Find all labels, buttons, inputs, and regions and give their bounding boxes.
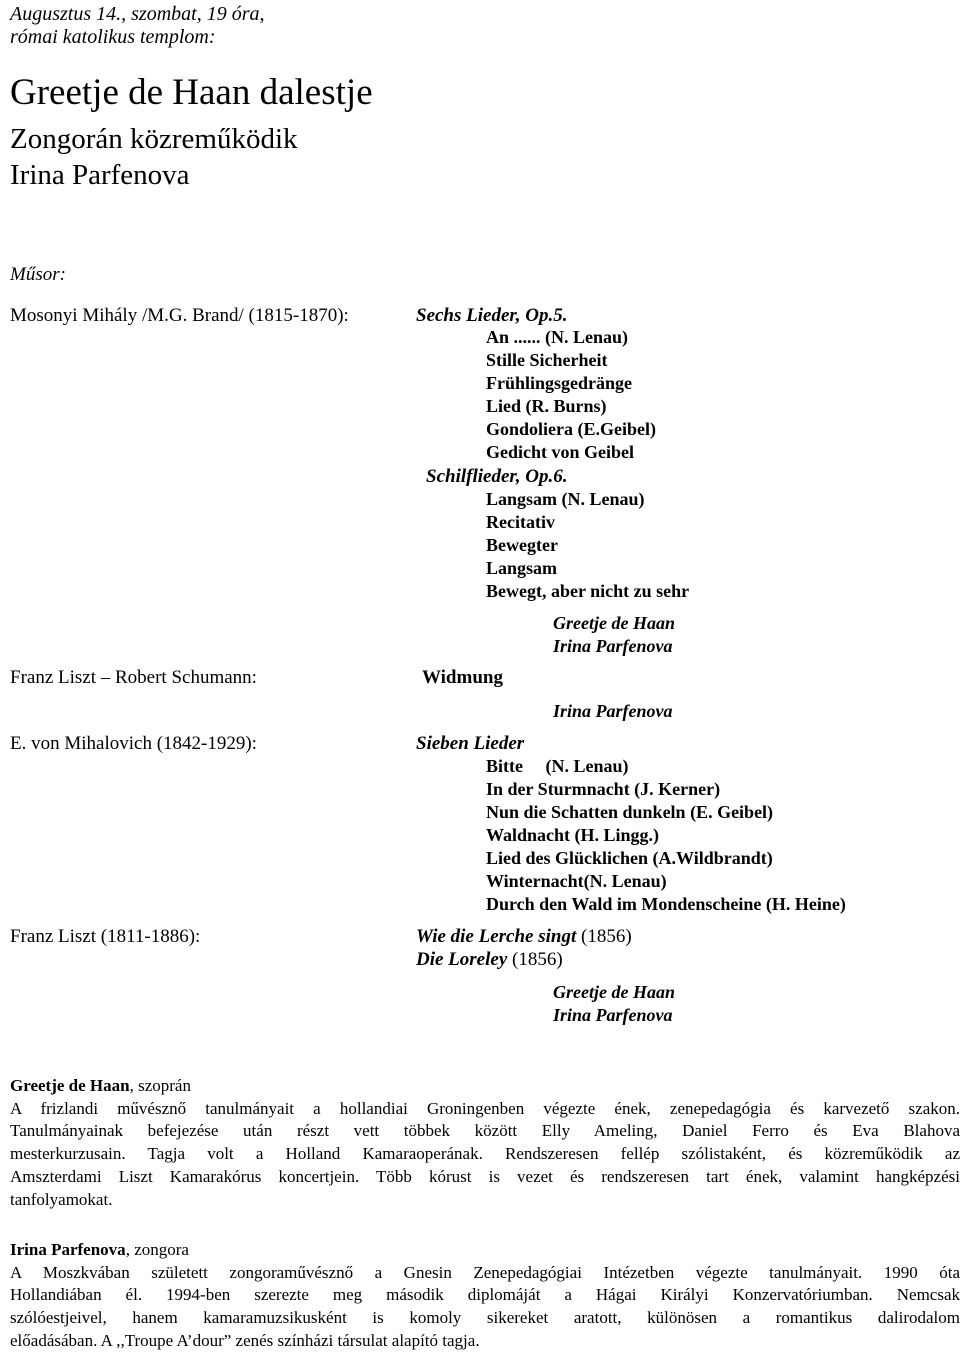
song: Waldnacht (H. Lingg.)	[486, 825, 660, 845]
work-widmung: Widmung	[422, 667, 503, 688]
bio-heading	[10, 1239, 960, 1262]
bio-line: Hollandiában él. 1994-ben szerezte meg második diplomáját a Hágai Királyi Konzervatóriumban. Nemcsak	[10, 1285, 960, 1305]
bio-line: A frizlandi művésznő tanulmányait a hollandiai Groningenben végezte ének, zenepedagógia és karvezető szakon.	[10, 1098, 960, 1118]
bio-irina-parfenova	[10, 1239, 960, 1353]
performer-soprano: Greetje de Haan	[553, 613, 675, 633]
song: In der Sturmnacht (J. Kerner)	[486, 779, 721, 799]
subtitle-pianist: Irina Parfenova	[10, 159, 190, 191]
bio-line: tanfolyamokat.	[10, 1189, 113, 1209]
song: Recitativ	[486, 512, 555, 532]
song: Nun die Schatten dunkeln (E. Geibel)	[486, 802, 774, 822]
song: Frühlingsgedränge	[486, 373, 633, 393]
performer-pianist: Irina Parfenova	[553, 701, 673, 721]
bio-line: Amszterdami Liszt Kamarakórus koncertjein. Több kórust is vezet és rendszeresen tart ének, valamint hangképzési	[10, 1166, 960, 1186]
bio-line: előadásában. A ,,Troupe A’dour” zenés színházi társulat alapító tagja.	[10, 1330, 480, 1350]
work-sieben-lieder: Sieben Lieder	[416, 733, 525, 754]
song: Bewegter	[486, 535, 558, 555]
work-wie-die-lerche	[416, 925, 632, 948]
song: Lied des Glücklichen (A.Wildbrandt)	[486, 848, 773, 868]
program-label: Műsor:	[10, 264, 66, 285]
date-line: Augusztus 14., szombat, 19 óra,	[10, 3, 265, 25]
work-title: Die Loreley	[416, 949, 508, 970]
work-schilflieder: Schilflieder, Op.6.	[426, 466, 568, 487]
bio-line: mesterkurzusain. Tagja volt a Holland Kamaraoperának. Rendszeresen fellép szólistaként, és közreműködik az	[10, 1144, 960, 1164]
song: Gedicht von Geibel	[486, 442, 634, 462]
song: Langsam	[486, 558, 558, 578]
song: Stille Sicherheit	[486, 350, 608, 370]
venue-line: római katolikus templom:	[10, 26, 216, 48]
composer-mihalovich: E. von Mihalovich (1842-1929):	[10, 733, 257, 754]
song: An ...... (N. Lenau)	[486, 327, 629, 347]
bio-name: Irina Parfenova	[10, 1240, 126, 1259]
page-title: Greetje de Haan dalestje	[10, 72, 373, 113]
subtitle-accompaniment: Zongorán közreműködik	[10, 123, 298, 155]
composer-liszt-schumann: Franz Liszt – Robert Schumann:	[10, 667, 257, 688]
song: Bewegt, aber nicht zu sehr	[486, 581, 690, 601]
work-title: Wie die Lerche singt	[416, 926, 577, 947]
work-year: (1856)	[581, 926, 632, 947]
song: Durch den Wald im Mondenscheine (H. Heine)	[486, 894, 846, 914]
bio-role: , szoprán	[129, 1076, 191, 1095]
bio-heading	[10, 1075, 960, 1098]
bio-line: A Moszkvában született zongoraművésznő a Gnesin Zenepedagógiai Intézetben végezte tanulmányait. 1990 óta	[10, 1262, 960, 1282]
song: Lied (R. Burns)	[486, 396, 607, 416]
bio-greetje-de-haan	[10, 1075, 960, 1211]
composer-liszt: Franz Liszt (1811-1886):	[10, 926, 201, 947]
work-die-loreley	[416, 948, 563, 971]
performer-pianist: Irina Parfenova	[553, 636, 673, 656]
performer-soprano: Greetje de Haan	[553, 982, 675, 1002]
song: Langsam (N. Lenau)	[486, 489, 645, 509]
bio-role: , zongora	[125, 1240, 189, 1259]
bio-line: szólóestjeivel, hanem kamaramuzsikusként is komoly sikereket aratott, különösen a romantikus dalirodalom	[10, 1308, 960, 1328]
song: Gondoliera (E.Geibel)	[486, 419, 656, 439]
bio-line: Tanulmányainak befejezése után részt vett többek között Elly Ameling, Daniel Ferro és Eva Blahova	[10, 1121, 960, 1141]
work-sechs-lieder: Sechs Lieder, Op.5.	[416, 305, 568, 326]
song: Winternacht(N. Lenau)	[486, 871, 667, 891]
bio-name: Greetje de Haan	[10, 1076, 130, 1095]
performer-pianist: Irina Parfenova	[553, 1005, 673, 1025]
song: Bitte (N. Lenau)	[486, 756, 629, 776]
composer-mosonyi: Mosonyi Mihály /M.G. Brand/ (1815-1870):	[10, 305, 349, 326]
work-year: (1856)	[512, 949, 563, 970]
